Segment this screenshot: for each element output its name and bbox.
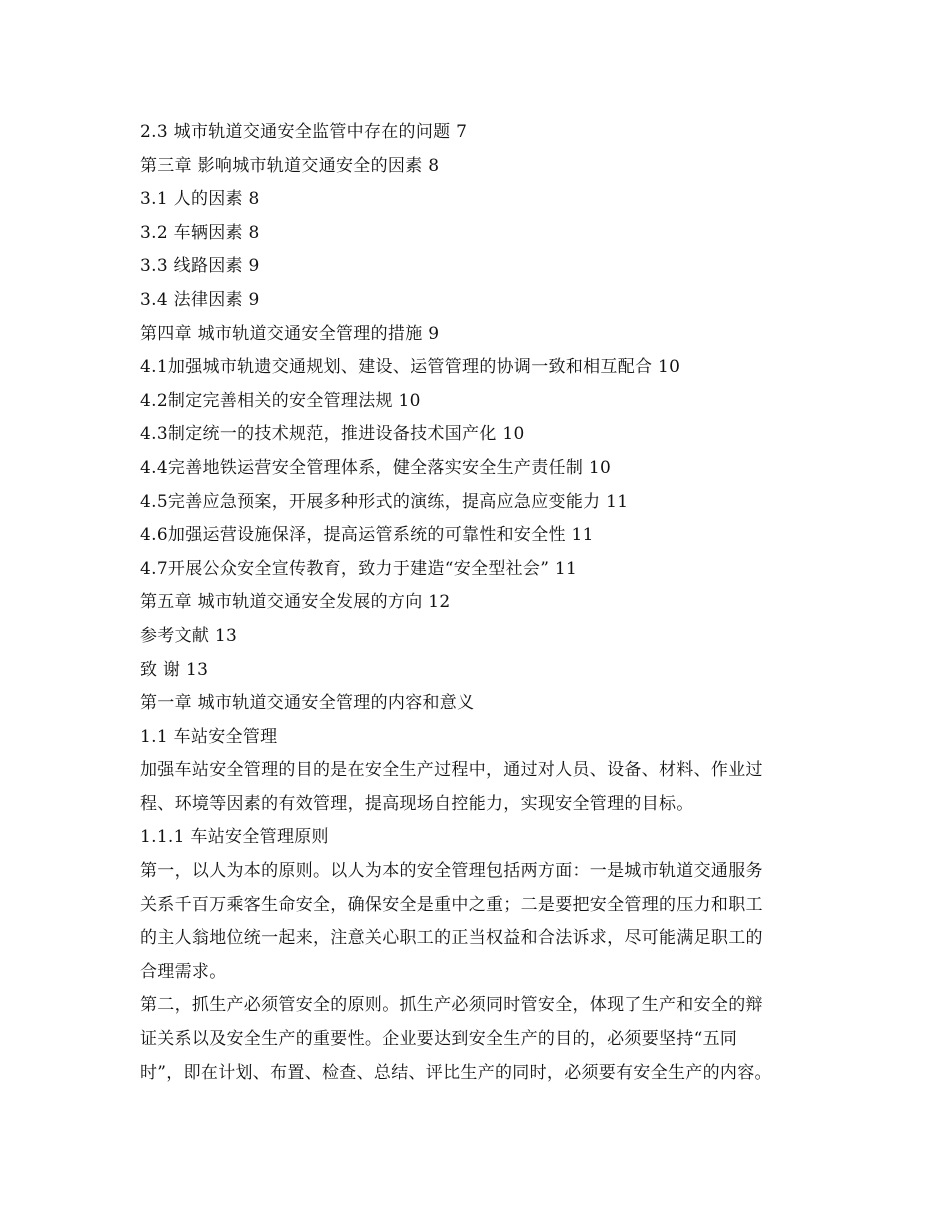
paragraph-line: 关系千百万乘客生命安全，确保安全是重中之重；二是要把安全管理的压力和职工: [140, 894, 763, 915]
principle-paragraph: [140, 855, 824, 989]
toc-entry: 4.6加强运营设施保泽，提高运管系统的可靠性和安全性 11: [140, 525, 594, 546]
toc-entry: 3.4 法律因素 9: [140, 289, 260, 310]
toc-entry: 4.2制定完善相关的安全管理法规 10: [140, 390, 421, 411]
toc-entry: 2.3 城市轨道交通安全监管中存在的问题 7: [140, 122, 468, 142]
toc-entry: 3.1 人的因素 8: [140, 189, 260, 210]
subsection-heading: 1.1.1 车站安全管理原则: [140, 827, 329, 848]
toc-entry: 致 谢 13: [140, 659, 209, 680]
toc-entry: 第四章 城市轨道交通安全管理的措施 9: [140, 323, 440, 344]
paragraph-line: 时”，即在计划、布置、检查、总结、评比生产的同时，必须要有安全生产的内容。: [140, 1062, 772, 1083]
principle-paragraph: [140, 989, 824, 1090]
intro-paragraph: [140, 754, 824, 821]
toc-entry: 4.3制定统一的技术规范，推进设备技术国产化 10: [140, 424, 525, 445]
chapter-heading: 第一章 城市轨道交通安全管理的内容和意义: [140, 693, 475, 714]
paragraph-line: 第一，以人为本的原则。以人为本的安全管理包括两方面：一是城市轨道交通服务: [140, 861, 763, 882]
toc-entry: 3.2 车辆因素 8: [140, 222, 260, 243]
toc-entry: 3.3 线路因素 9: [140, 256, 260, 277]
toc-entry: 参考文献 13: [140, 625, 238, 646]
section-heading: 1.1 车站安全管理: [140, 726, 278, 747]
toc-entry: 4.4完善地铁运营安全管理体系，健全落实安全生产责任制 10: [140, 457, 612, 478]
toc-entry: 第五章 城市轨道交通安全发展的方向 12: [140, 592, 451, 613]
toc-entry: 4.7开展公众安全宣传教育，致力于建造“安全型社会” 11: [140, 558, 578, 579]
paragraph-line: 证关系以及安全生产的重要性。企业要达到安全生产的目的，必须要坚持“五同: [140, 1029, 738, 1050]
document-body: [140, 687, 824, 1090]
table-of-contents: [140, 116, 824, 687]
paragraph-line: 程、环境等因素的有效管理，提高现场自控能力，实现安全管理的目标。: [140, 793, 694, 814]
toc-entry: 4.1加强城市轨遗交通规划、建设、运管管理的协调一致和相互配合 10: [140, 357, 681, 378]
toc-entry: 4.5完善应急预案，开展多种形式的演练，提高应急应变能力 11: [140, 491, 629, 512]
paragraph-line: 第二，抓生产必须管安全的原则。抓生产必须同时管安全，体现了生产和安全的辩: [140, 995, 763, 1016]
paragraph-line: 的主人翁地位统一起来，注意关心职工的正当权益和合法诉求，尽可能满足职工的: [140, 928, 763, 949]
toc-entry: 第三章 影响城市轨道交通安全的因素 8: [140, 155, 440, 176]
paragraph-line: 加强车站安全管理的目的是在安全生产过程中，通过对人员、设备、材料、作业过: [140, 760, 763, 781]
paragraph-line: 合理需求。: [140, 961, 227, 982]
